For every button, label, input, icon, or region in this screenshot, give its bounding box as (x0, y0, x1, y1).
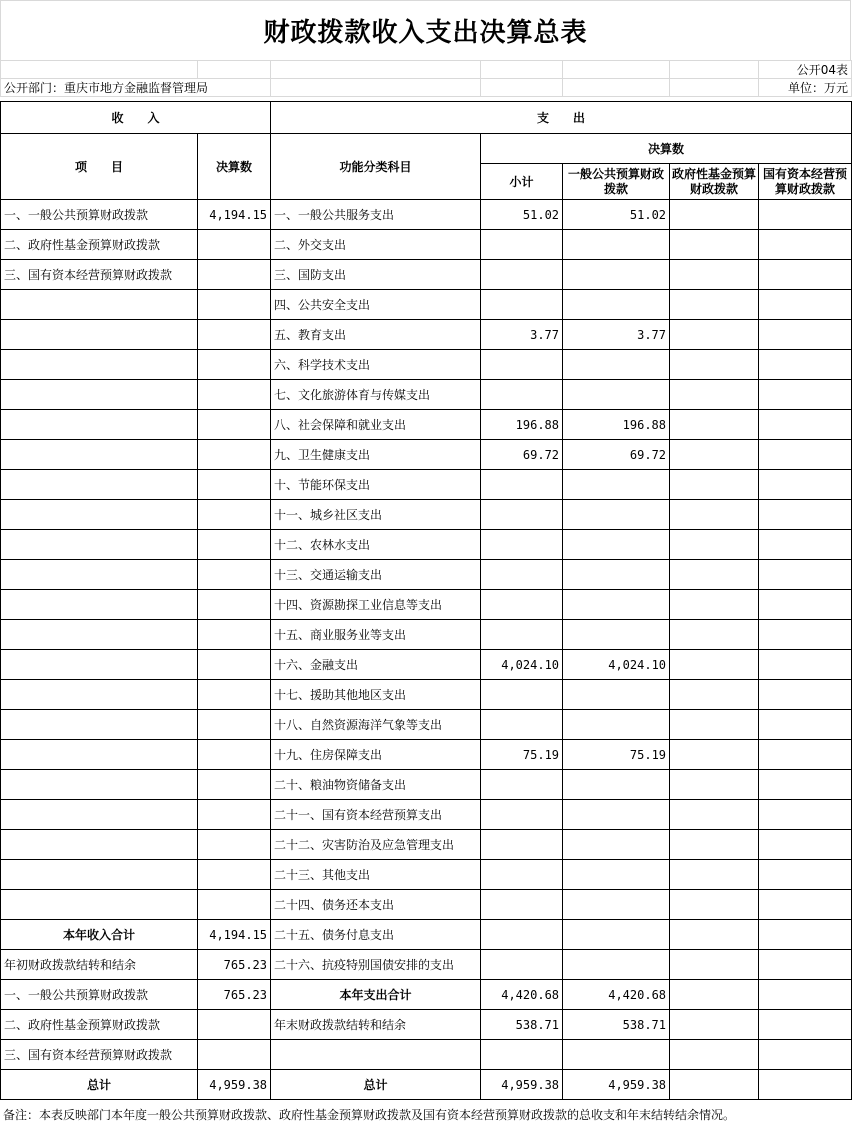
gov-fund-cell[interactable] (670, 200, 759, 230)
general-budget-cell[interactable] (563, 860, 670, 890)
gov-fund-cell[interactable] (670, 500, 759, 530)
soe-budget-cell[interactable] (759, 260, 852, 290)
expense-item-cell[interactable]: 二十五、债务付息支出 (271, 920, 481, 950)
soe-budget-cell[interactable] (759, 620, 852, 650)
soe-budget-cell[interactable] (759, 770, 852, 800)
general-budget-cell[interactable]: 75.19 (563, 740, 670, 770)
subtotal-cell[interactable] (481, 560, 563, 590)
income-item-cell[interactable] (1, 380, 198, 410)
gov-fund-cell[interactable] (670, 680, 759, 710)
table-row (1, 650, 852, 680)
soe-budget-cell[interactable] (759, 860, 852, 890)
income-amount-cell[interactable] (198, 590, 271, 620)
income-item-cell[interactable] (1, 680, 198, 710)
subtotal-cell[interactable] (481, 260, 563, 290)
soe-budget-cell[interactable] (759, 440, 852, 470)
gov-fund-cell[interactable] (670, 800, 759, 830)
gov-fund-cell[interactable] (670, 1070, 759, 1100)
table-row (1, 860, 852, 890)
gov-fund-cell[interactable] (670, 470, 759, 500)
general-budget-cell[interactable] (563, 530, 670, 560)
soe-budget-cell[interactable] (759, 350, 852, 380)
gov-fund-cell[interactable] (670, 590, 759, 620)
income-amount-cell[interactable]: 4,959.38 (198, 1070, 271, 1100)
soe-budget-cell[interactable] (759, 680, 852, 710)
soe-budget-cell[interactable] (759, 830, 852, 860)
expense-item-cell[interactable]: 十七、援助其他地区支出 (271, 680, 481, 710)
income-item-cell[interactable]: 一、一般公共预算财政拨款 (1, 980, 198, 1010)
subtotal-cell[interactable] (481, 860, 563, 890)
expense-item-cell[interactable]: 二十二、灾害防治及应急管理支出 (271, 830, 481, 860)
gov-fund-cell[interactable] (670, 650, 759, 680)
soe-budget-cell[interactable] (759, 890, 852, 920)
gov-fund-cell[interactable] (670, 710, 759, 740)
expense-item-cell[interactable]: 十九、住房保障支出 (271, 740, 481, 770)
soe-budget-cell[interactable] (759, 200, 852, 230)
subtotal-cell[interactable]: 4,959.38 (481, 1070, 563, 1100)
subtotal-cell[interactable] (481, 800, 563, 830)
expense-item-cell[interactable]: 十、节能环保支出 (271, 470, 481, 500)
soe-budget-cell[interactable] (759, 980, 852, 1010)
table-row (1, 920, 852, 950)
dept-label[interactable]: 公开部门：重庆市地方金融监督管理局 (1, 79, 271, 97)
income-item-cell[interactable] (1, 290, 198, 320)
soe-budget-cell[interactable] (759, 500, 852, 530)
expense-item-cell[interactable]: 七、文化旅游体育与传媒支出 (271, 380, 481, 410)
subtotal-cell[interactable] (481, 950, 563, 980)
table-row (1, 1010, 852, 1040)
expense-item-cell[interactable]: 本年支出合计 (271, 980, 481, 1010)
table-row (1, 290, 852, 320)
expense-item-cell[interactable]: 十三、交通运输支出 (271, 560, 481, 590)
table-row (1, 380, 852, 410)
gov-fund-cell[interactable] (670, 530, 759, 560)
soe-budget-cell[interactable] (759, 320, 852, 350)
general-budget-cell[interactable] (563, 710, 670, 740)
expense-item-cell[interactable]: 二十四、债务还本支出 (271, 890, 481, 920)
table-row (1, 260, 852, 290)
gov-fund-cell[interactable] (670, 290, 759, 320)
income-item-cell[interactable] (1, 710, 198, 740)
general-budget-cell[interactable] (563, 950, 670, 980)
expense-item-cell[interactable]: 八、社会保障和就业支出 (271, 410, 481, 440)
income-amount-cell[interactable] (198, 230, 271, 260)
expense-item-cell[interactable]: 十二、农林水支出 (271, 530, 481, 560)
expense-item-cell[interactable]: 十八、自然资源海洋气象等支出 (271, 710, 481, 740)
income-item-cell[interactable] (1, 890, 198, 920)
subtotal-cell[interactable] (481, 620, 563, 650)
expense-item-cell[interactable]: 总计 (271, 1070, 481, 1100)
income-amount-cell[interactable] (198, 770, 271, 800)
income-item-cell[interactable] (1, 830, 198, 860)
soe-budget-cell[interactable] (759, 650, 852, 680)
expense-item-cell[interactable]: 十四、资源勘探工业信息等支出 (271, 590, 481, 620)
table-row (1, 470, 852, 500)
table-row (1, 680, 852, 710)
income-amount-cell[interactable] (198, 620, 271, 650)
table-row (1, 800, 852, 830)
expense-header[interactable]: 支 出 (271, 102, 852, 134)
subtotal-cell[interactable] (481, 530, 563, 560)
subtotal-cell[interactable]: 4,024.10 (481, 650, 563, 680)
blank-cell[interactable] (198, 61, 271, 79)
table-row (1, 440, 852, 470)
income-item-cell[interactable]: 二、政府性基金预算财政拨款 (1, 230, 198, 260)
subtotal-cell[interactable] (481, 350, 563, 380)
income-item-cell[interactable] (1, 440, 198, 470)
subtotal-cell[interactable] (481, 710, 563, 740)
general-budget-cell[interactable] (563, 830, 670, 860)
income-header[interactable]: 收 入 (1, 102, 271, 134)
gov-fund-cell[interactable] (670, 620, 759, 650)
expense-item-cell[interactable]: 十一、城乡社区支出 (271, 500, 481, 530)
table-row (1, 950, 852, 980)
gov-fund-cell[interactable] (670, 320, 759, 350)
expense-item-cell[interactable]: 年末财政拨款结转和结余 (271, 1010, 481, 1040)
income-amount-cell[interactable] (198, 680, 271, 710)
table-code[interactable]: 公开04表 (759, 61, 852, 79)
blank-cell[interactable] (1, 61, 198, 79)
general-budget-cell[interactable]: 4,959.38 (563, 1070, 670, 1100)
general-budget-cell[interactable] (563, 800, 670, 830)
income-item-cell[interactable] (1, 770, 198, 800)
expense-item-cell[interactable]: 十五、商业服务业等支出 (271, 620, 481, 650)
income-amount-cell[interactable] (198, 560, 271, 590)
income-amount-cell[interactable] (198, 740, 271, 770)
gov-fund-header[interactable]: 政府性基金预算财政拨款 (670, 164, 759, 200)
soe-budget-cell[interactable] (759, 290, 852, 320)
gov-fund-cell[interactable] (670, 440, 759, 470)
blank-cell[interactable] (670, 79, 759, 97)
footnote[interactable]: 备注：本表反映部门本年度一般公共预算财政拨款、政府性基金预算财政拨款及国有资本经营预算财政拨款的总收支和年末结转结余情况。 (3, 1108, 736, 1122)
general-budget-cell[interactable]: 196.88 (563, 410, 670, 440)
income-item-cell[interactable]: 年初财政拨款结转和结余 (1, 950, 198, 980)
general-budget-cell[interactable] (563, 290, 670, 320)
income-amount-cell[interactable] (198, 320, 271, 350)
header-row-1 (1, 102, 852, 134)
header-row-2 (1, 134, 852, 164)
soe-budget-cell[interactable] (759, 740, 852, 770)
income-amount-cell[interactable] (198, 260, 271, 290)
income-item-cell[interactable] (1, 860, 198, 890)
function-category-header[interactable]: 功能分类科目 (271, 134, 481, 200)
gov-fund-cell[interactable] (670, 380, 759, 410)
general-budget-cell[interactable] (563, 500, 670, 530)
soe-budget-cell[interactable] (759, 1010, 852, 1040)
blank-cell[interactable] (481, 61, 563, 79)
soe-budget-cell[interactable] (759, 470, 852, 500)
income-amount-cell[interactable]: 765.23 (198, 950, 271, 980)
gov-fund-cell[interactable] (670, 350, 759, 380)
subtotal-cell[interactable]: 196.88 (481, 410, 563, 440)
subtotal-cell[interactable] (481, 470, 563, 500)
general-budget-cell[interactable] (563, 680, 670, 710)
gov-fund-cell[interactable] (670, 410, 759, 440)
general-budget-cell[interactable] (563, 1040, 670, 1070)
table-row (1, 230, 852, 260)
expense-item-cell[interactable]: 三、国防支出 (271, 260, 481, 290)
income-amount-cell[interactable]: 765.23 (198, 980, 271, 1010)
general-budget-cell[interactable] (563, 770, 670, 800)
income-item-cell[interactable]: 三、国有资本经营预算财政拨款 (1, 260, 198, 290)
subtotal-cell[interactable]: 4,420.68 (481, 980, 563, 1010)
gov-fund-cell[interactable] (670, 230, 759, 260)
table-row (1, 890, 852, 920)
income-amount-cell[interactable] (198, 410, 271, 440)
general-budget-cell[interactable] (563, 380, 670, 410)
soe-budget-cell[interactable] (759, 800, 852, 830)
income-amount-cell[interactable] (198, 350, 271, 380)
soe-budget-cell[interactable] (759, 1040, 852, 1070)
expense-item-cell[interactable]: 二十六、抗疫特别国债安排的支出 (271, 950, 481, 980)
blank-cell[interactable] (563, 79, 670, 97)
general-budget-cell[interactable] (563, 350, 670, 380)
general-budget-cell[interactable] (563, 470, 670, 500)
table-row (1, 1040, 852, 1070)
income-item-cell[interactable] (1, 740, 198, 770)
subtotal-cell[interactable]: 75.19 (481, 740, 563, 770)
income-amount-cell[interactable] (198, 830, 271, 860)
subtotal-cell[interactable]: 51.02 (481, 200, 563, 230)
soe-budget-cell[interactable] (759, 590, 852, 620)
income-amount-cell[interactable] (198, 710, 271, 740)
expense-item-cell[interactable]: 五、教育支出 (271, 320, 481, 350)
expense-item-cell[interactable]: 九、卫生健康支出 (271, 440, 481, 470)
income-amount-cell[interactable] (198, 440, 271, 470)
income-item-cell[interactable] (1, 620, 198, 650)
subtotal-cell[interactable] (481, 830, 563, 860)
blank-cell[interactable] (563, 61, 670, 79)
income-amount-cell[interactable] (198, 1040, 271, 1070)
income-amount-cell[interactable] (198, 290, 271, 320)
gov-fund-cell[interactable] (670, 560, 759, 590)
table-row (1, 320, 852, 350)
soe-budget-cell[interactable] (759, 410, 852, 440)
table-row (1, 350, 852, 380)
fiscal-table (0, 101, 852, 1100)
gov-fund-cell[interactable] (670, 1040, 759, 1070)
table-row (1, 560, 852, 590)
table-row (1, 830, 852, 860)
subtotal-cell[interactable] (481, 230, 563, 260)
subtotal-cell[interactable] (481, 1040, 563, 1070)
soe-budget-cell[interactable] (759, 950, 852, 980)
income-item-cell[interactable] (1, 410, 198, 440)
general-budget-cell[interactable]: 4,420.68 (563, 980, 670, 1010)
blank-cell[interactable] (481, 79, 563, 97)
expense-item-cell[interactable]: 二十一、国有资本经营预算支出 (271, 800, 481, 830)
expense-item-cell[interactable]: 十六、金融支出 (271, 650, 481, 680)
table-row (1, 590, 852, 620)
table-row (1, 740, 852, 770)
page-title: 财政拨款收入支出决算总表 (263, 18, 588, 48)
soe-budget-cell[interactable] (759, 560, 852, 590)
soe-budget-cell[interactable] (759, 380, 852, 410)
table-row (1, 980, 852, 1010)
table-row (1, 200, 852, 230)
table-row (1, 770, 852, 800)
subtotal-cell[interactable] (481, 920, 563, 950)
code-row (1, 61, 852, 79)
gov-fund-cell[interactable] (670, 770, 759, 800)
subtotal-cell[interactable]: 3.77 (481, 320, 563, 350)
income-item-cell[interactable] (1, 800, 198, 830)
general-budget-cell[interactable] (563, 920, 670, 950)
general-budget-cell[interactable] (563, 260, 670, 290)
general-budget-cell[interactable]: 3.77 (563, 320, 670, 350)
income-item-cell[interactable] (1, 350, 198, 380)
subtotal-cell[interactable] (481, 890, 563, 920)
item-header[interactable]: 项 目 (1, 134, 198, 200)
gov-fund-cell[interactable] (670, 920, 759, 950)
subtotal-cell[interactable]: 69.72 (481, 440, 563, 470)
income-amount-cell[interactable] (198, 800, 271, 830)
general-budget-cell[interactable] (563, 590, 670, 620)
header-info-table (0, 60, 852, 97)
general-budget-cell[interactable]: 4,024.10 (563, 650, 670, 680)
income-amount-cell[interactable] (198, 500, 271, 530)
soe-budget-cell[interactable] (759, 710, 852, 740)
table-row (1, 530, 852, 560)
amount-header[interactable]: 决算数 (198, 134, 271, 200)
income-item-cell[interactable] (1, 650, 198, 680)
income-item-cell[interactable]: 总计 (1, 1070, 198, 1100)
unit-label[interactable]: 单位：万元 (759, 79, 852, 97)
gov-fund-cell[interactable] (670, 1010, 759, 1040)
soe-budget-cell[interactable] (759, 920, 852, 950)
title-cell[interactable] (0, 0, 851, 60)
subtotal-cell[interactable]: 538.71 (481, 1010, 563, 1040)
income-item-cell[interactable] (1, 320, 198, 350)
soe-budget-header[interactable]: 国有资本经营预算财政拨款 (759, 164, 852, 200)
table-row (1, 410, 852, 440)
subtotal-cell[interactable] (481, 500, 563, 530)
general-budget-cell[interactable]: 69.72 (563, 440, 670, 470)
gov-fund-cell[interactable] (670, 950, 759, 980)
income-item-cell[interactable]: 三、国有资本经营预算财政拨款 (1, 1040, 198, 1070)
table-row (1, 1070, 852, 1100)
income-amount-cell[interactable] (198, 650, 271, 680)
gov-fund-cell[interactable] (670, 740, 759, 770)
subtotal-cell[interactable] (481, 770, 563, 800)
soe-budget-cell[interactable] (759, 230, 852, 260)
general-budget-cell[interactable]: 51.02 (563, 200, 670, 230)
income-item-cell[interactable] (1, 470, 198, 500)
income-item-cell[interactable]: 一、一般公共预算财政拨款 (1, 200, 198, 230)
gov-fund-cell[interactable] (670, 860, 759, 890)
subtotal-cell[interactable] (481, 590, 563, 620)
blank-cell[interactable] (271, 79, 481, 97)
expense-item-cell[interactable] (271, 1040, 481, 1070)
income-amount-cell[interactable] (198, 530, 271, 560)
income-amount-cell[interactable] (198, 470, 271, 500)
income-item-cell[interactable]: 二、政府性基金预算财政拨款 (1, 1010, 198, 1040)
table-row (1, 710, 852, 740)
income-amount-cell[interactable] (198, 860, 271, 890)
income-item-cell[interactable] (1, 500, 198, 530)
subtotal-cell[interactable] (481, 380, 563, 410)
general-budget-cell[interactable] (563, 890, 670, 920)
gov-fund-cell[interactable] (670, 830, 759, 860)
general-budget-cell[interactable] (563, 230, 670, 260)
income-item-cell[interactable] (1, 560, 198, 590)
expense-item-cell[interactable]: 一、一般公共服务支出 (271, 200, 481, 230)
income-amount-cell[interactable] (198, 890, 271, 920)
income-amount-cell[interactable]: 4,194.15 (198, 200, 271, 230)
gov-fund-cell[interactable] (670, 980, 759, 1010)
soe-budget-cell[interactable] (759, 1070, 852, 1100)
table-row (1, 500, 852, 530)
general-budget-cell[interactable]: 538.71 (563, 1010, 670, 1040)
final-amount-header[interactable]: 决算数 (481, 134, 852, 164)
income-item-cell[interactable]: 本年收入合计 (1, 920, 198, 950)
general-budget-cell[interactable] (563, 620, 670, 650)
blank-cell[interactable] (670, 61, 759, 79)
gov-fund-cell[interactable] (670, 260, 759, 290)
income-amount-cell[interactable]: 4,194.15 (198, 920, 271, 950)
table-row (1, 620, 852, 650)
expense-item-cell[interactable]: 六、科学技术支出 (271, 350, 481, 380)
table-body (1, 200, 852, 1100)
subtotal-cell[interactable] (481, 290, 563, 320)
dept-row (1, 79, 852, 97)
subtotal-header[interactable]: 小计 (481, 164, 563, 200)
income-amount-cell[interactable] (198, 380, 271, 410)
general-budget-cell[interactable] (563, 560, 670, 590)
soe-budget-cell[interactable] (759, 530, 852, 560)
expense-item-cell[interactable]: 二十、粮油物资储备支出 (271, 770, 481, 800)
general-budget-header[interactable]: 一般公共预算财政拨款 (563, 164, 670, 200)
expense-item-cell[interactable]: 二十三、其他支出 (271, 860, 481, 890)
income-item-cell[interactable] (1, 590, 198, 620)
income-amount-cell[interactable] (198, 1010, 271, 1040)
expense-item-cell[interactable]: 二、外交支出 (271, 230, 481, 260)
subtotal-cell[interactable] (481, 680, 563, 710)
expense-item-cell[interactable]: 四、公共安全支出 (271, 290, 481, 320)
income-item-cell[interactable] (1, 530, 198, 560)
blank-cell[interactable] (271, 61, 481, 79)
gov-fund-cell[interactable] (670, 890, 759, 920)
